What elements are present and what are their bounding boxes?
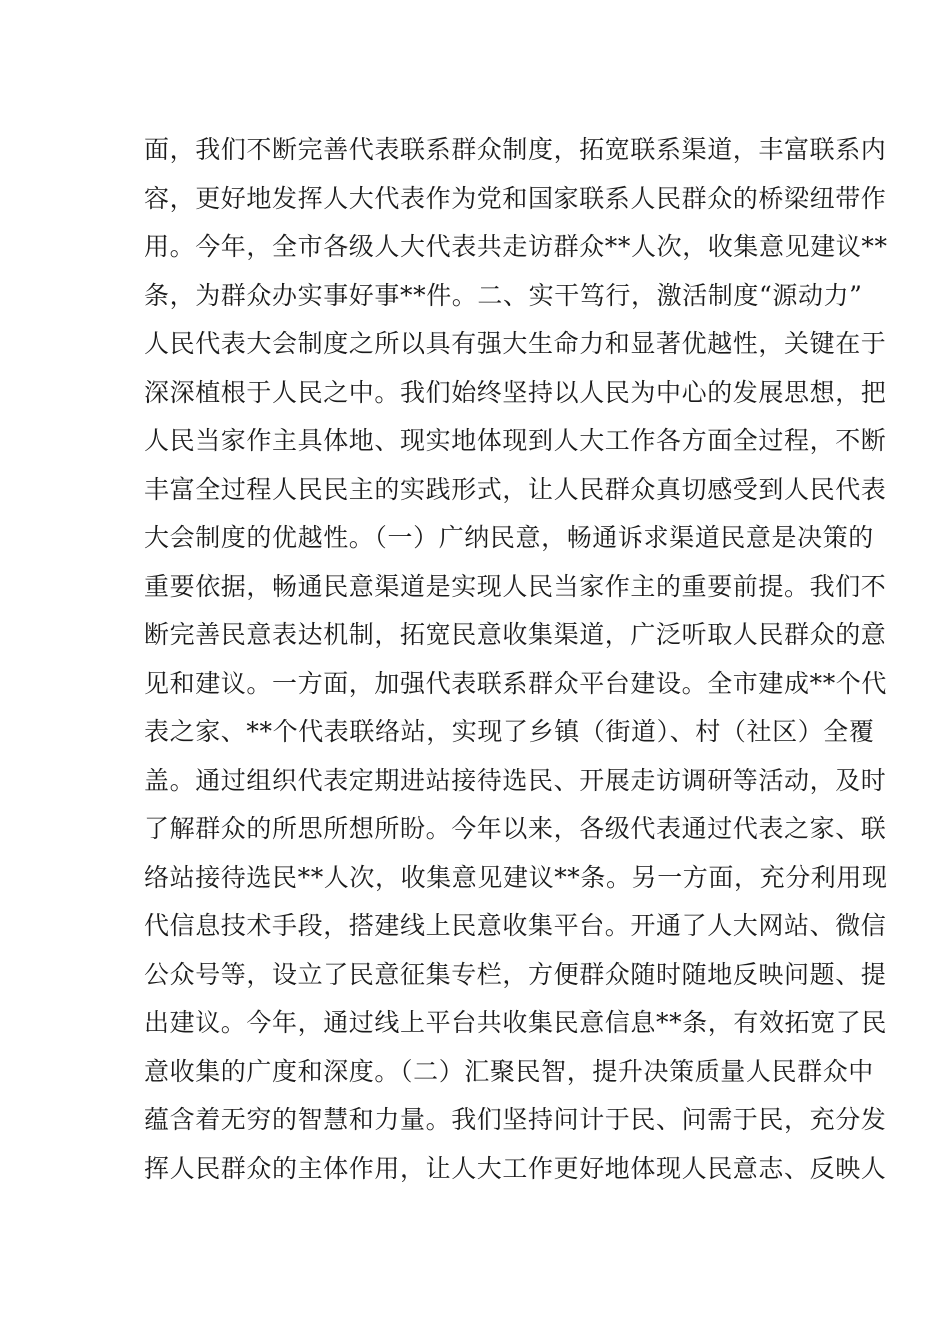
text-line-14: 盖。通过组织代表定期进站接待选民、开展走访调研等活动，及时 <box>144 765 887 795</box>
text-line-5: 人民代表大会制度之所以具有强大生命力和显著优越性，关键在于 <box>144 329 887 358</box>
text-line-4: 条，为群众办实事好事**件。二、实干笃行，激活制度“源动力” <box>144 280 863 310</box>
text-line-21: 蕴含着无穷的智慧和力量。我们坚持问计于民、问需于民，充分发 <box>144 1105 887 1134</box>
text-line-10: 重要依据，畅通民意渠道是实现人民当家作主的重要前提。我们不 <box>144 571 887 601</box>
text-line-15: 了解群众的所思所想所盼。今年以来，各级代表通过代表之家、联 <box>144 814 887 843</box>
text-line-8: 丰富全过程人民民主的实践形式，让人民群众真切感受到人民代表 <box>144 474 887 504</box>
text-line-6: 深深植根于人民之中。我们始终坚持以人民为中心的发展思想，把 <box>144 377 887 407</box>
text-line-7: 人民当家作主具体地、现实地体现到人大工作各方面全过程，不断 <box>144 426 887 455</box>
text-line-11: 断完善民意表达机制，拓宽民意收集渠道，广泛听取人民群众的意 <box>144 620 887 649</box>
body-text <box>144 126 888 1193</box>
text-line-12: 见和建议。一方面，加强代表联系群众平台建设。全市建成**个代 <box>144 668 888 698</box>
text-line-19: 出建议。今年，通过线上平台共收集民意信息**条，有效拓宽了民 <box>144 1008 888 1037</box>
text-line-2: 容，更好地发挥人大代表作为党和国家联系人民群众的桥梁纽带作 <box>144 183 887 213</box>
text-line-22: 挥人民群众的主体作用，让人大工作更好地体现人民意志、反映人 <box>144 1153 887 1183</box>
text-line-13: 表之家、**个代表联络站，实现了乡镇（街道）、村（社区）全覆 <box>144 717 875 746</box>
text-line-18: 公众号等，设立了民意征集专栏，方便群众随时随地反映问题、提 <box>144 959 887 989</box>
text-line-17: 代信息技术手段，搭建线上民意收集平台。开通了人大网站、微信 <box>144 911 887 940</box>
text-line-20: 意收集的广度和深度。（二）汇聚民智，提升决策质量人民群众中 <box>144 1056 874 1086</box>
text-line-9: 大会制度的优越性。（一）广纳民意，畅通诉求渠道民意是决策的 <box>144 523 874 552</box>
text-line-3: 用。今年，全市各级人大代表共走访群众**人次，收集意见建议** <box>144 232 888 261</box>
text-line-16: 络站接待选民**人次，收集意见建议**条。另一方面，充分利用现 <box>144 862 888 892</box>
text-line-1: 面，我们不断完善代表联系群众制度，拓宽联系渠道，丰富联系内 <box>144 135 887 164</box>
